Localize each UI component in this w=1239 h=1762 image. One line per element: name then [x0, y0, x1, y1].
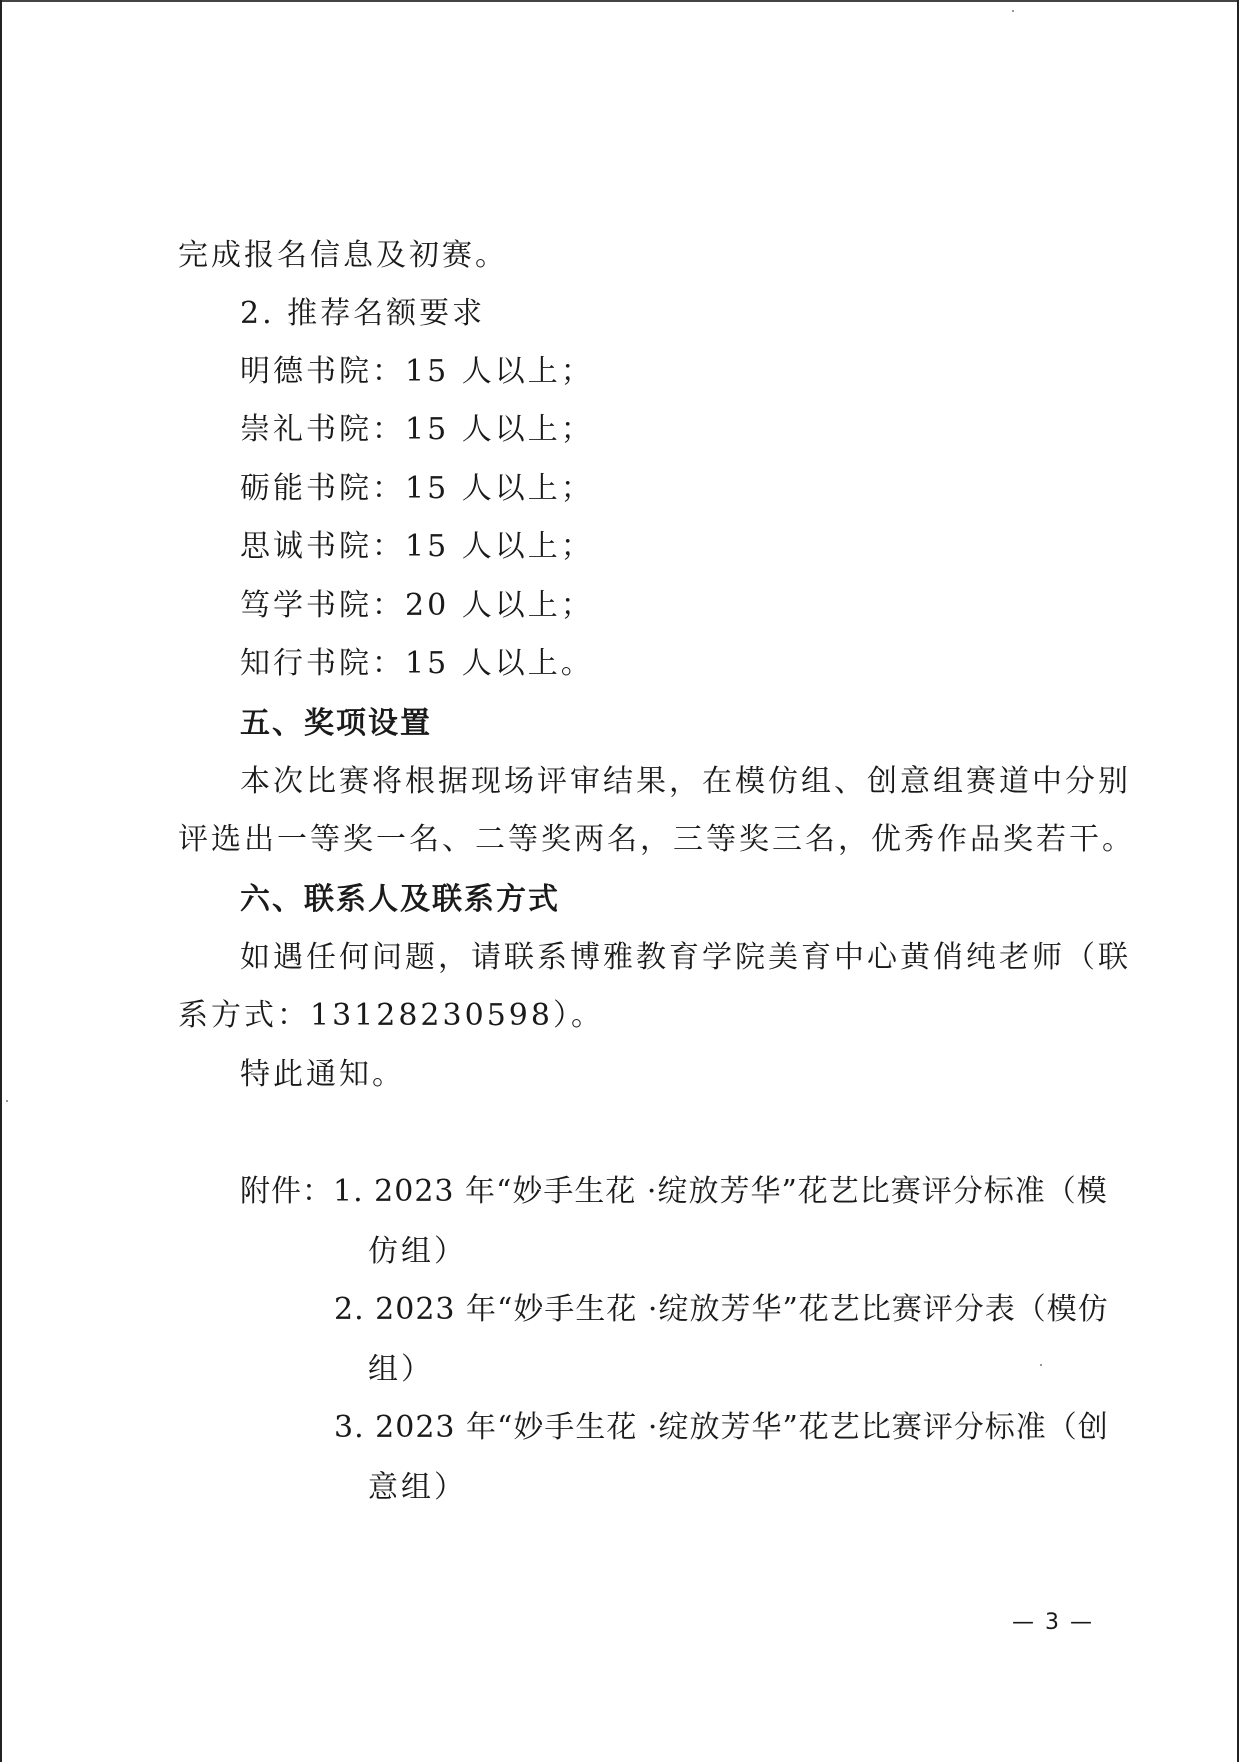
body-line-1: 完成报名信息及初赛。 [178, 238, 508, 273]
attachment-1-line-1: 附件：1. 2023 年“妙手生花 ·绽放芳华”花艺比赛评分标准（模 [240, 1174, 1108, 1209]
quota-duxue: 笃学书院：20 人以上； [240, 588, 594, 623]
closing-line: 特此通知。 [240, 1057, 405, 1092]
page-number: — 3 — [1012, 1610, 1094, 1635]
quota-mingde: 明德书院：15 人以上； [240, 354, 594, 389]
section-5-paragraph-line-1: 本次比赛将根据现场评审结果，在模仿组、创意组赛道中分别 [240, 764, 1131, 799]
attachment-3-line-1: 3. 2023 年“妙手生花 ·绽放芳华”花艺比赛评分标准（创 [334, 1410, 1109, 1445]
quota-lineng: 砺能书院：15 人以上； [240, 471, 594, 506]
section-5-heading: 五、奖项设置 [240, 706, 432, 741]
attachment-1-line-2: 仿组） [368, 1234, 467, 1269]
section-6-paragraph-line-2: 系方式：13128230598）。 [178, 998, 604, 1033]
attachment-2-line-2: 组） [368, 1352, 434, 1387]
scan-speck [1040, 1364, 1042, 1366]
quota-chongli: 崇礼书院：15 人以上； [240, 412, 594, 447]
page-left-edge [0, 0, 2, 1762]
scan-speck [6, 1100, 8, 1102]
quota-sicheng: 思诚书院：15 人以上； [240, 529, 594, 564]
recommend-quota-heading: 2. 推荐名额要求 [240, 296, 486, 331]
page-top-edge [0, 0, 1239, 2]
section-5-paragraph-line-2: 评选出一等奖一名、二等奖两名，三等奖三名，优秀作品奖若干。 [178, 822, 1135, 857]
attachment-3-line-2: 意组） [368, 1470, 467, 1505]
section-6-heading: 六、联系人及联系方式 [240, 882, 560, 917]
quota-zhixing: 知行书院：15 人以上。 [240, 646, 594, 681]
scan-speck [1012, 10, 1014, 12]
section-6-paragraph-line-1: 如遇任何问题，请联系博雅教育学院美育中心黄俏纯老师（联 [240, 940, 1131, 975]
attachment-2-line-1: 2. 2023 年“妙手生花 ·绽放芳华”花艺比赛评分表（模仿 [334, 1292, 1109, 1327]
